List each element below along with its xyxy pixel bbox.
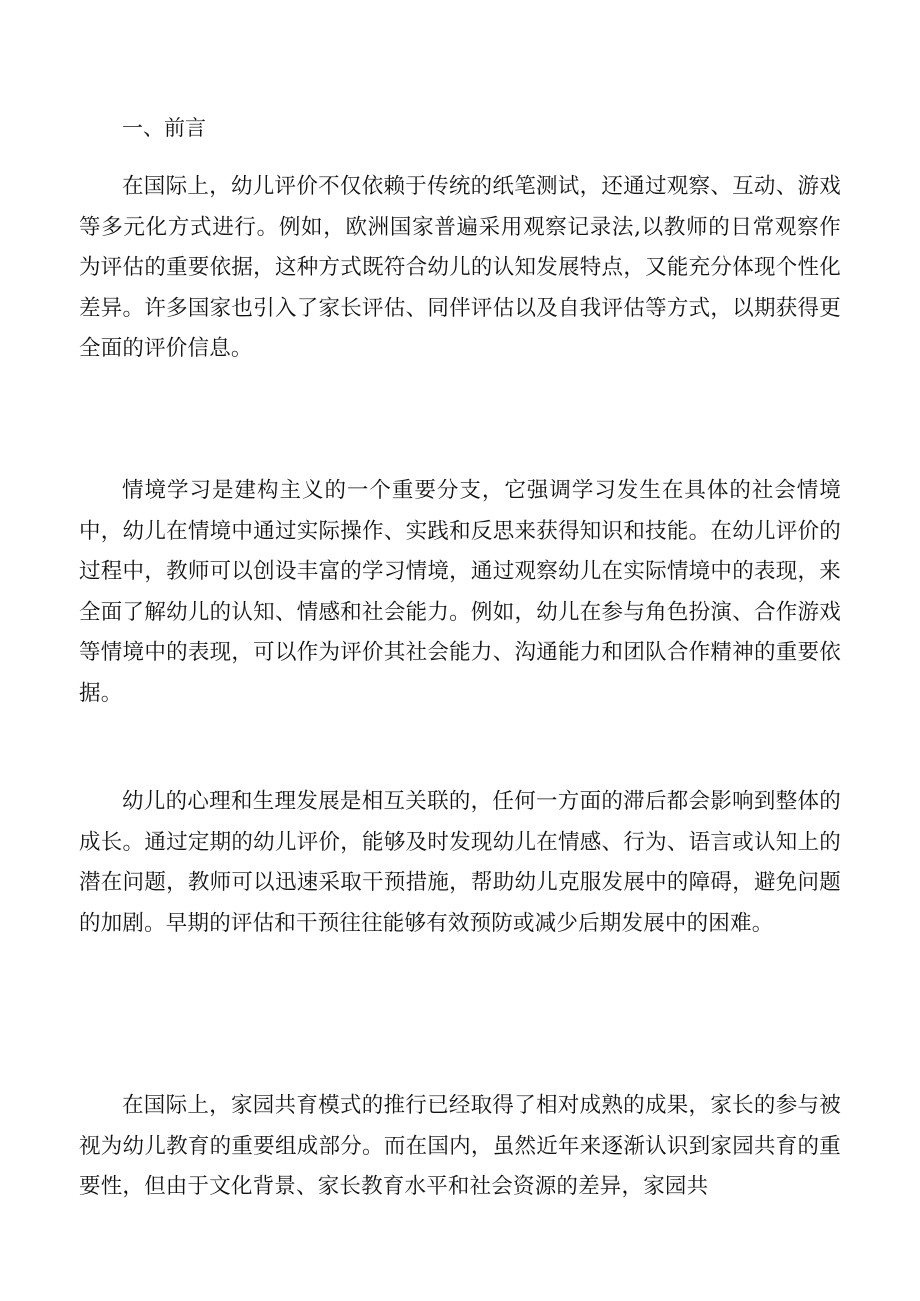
paragraph-situated-learning: 情境学习是建构主义的一个重要分支，它强调学习发生在具体的社会情境中，幼儿在情境中通过实际操作、实践和反思来获得知识和技能。在幼儿评价的过程中，教师可以创设丰富的学习情境，通过观察幼儿在实际情境中的表现，来全面了解幼儿的认知、情感和社会能力。例如，幼儿在参与角色扮演、合作游戏等情境中的表现，可以作为评价其社会能力、沟通能力和团队合作精神的重要依据。: [79, 478, 841, 706]
paragraph-home-school: 在国际上，家园共育模式的推行已经取得了相对成熟的成果，家长的参与被视为幼儿教育的重要组成部分。而在国内，虽然近年来逐渐认识到家园共育的重要性，但由于文化背景、家长教育水平和社会资源的差异，家园共: [79, 1093, 841, 1199]
paragraph-development: 幼儿的心理和生理发展是相互关联的，任何一方面的滞后都会影响到整体的成长。通过定期的幼儿评价，能够及时发现幼儿在情感、行为、语言或认知上的潜在问题，教师可以迅速采取干预措施，帮助幼儿克服发展中的障碍，避免问题的加剧。早期的评估和干预往往能够有效预防或减少后期发展中的困难。: [79, 789, 841, 936]
section-heading: 一、前言: [122, 116, 206, 140]
paragraph-international-evaluation: 在国际上，幼儿评价不仅依赖于传统的纸笔测试，还通过观察、互动、游戏等多元化方式进行。例如，欧洲国家普遍采用观察记录法,以教师的日常观察作为评估的重要依据，这种方式既符合幼儿的认知发展特点，又能充分体现个性化差异。许多国家也引入了家长评估、同伴评估以及自我评估等方式，以期获得更全面的评价信息。: [79, 174, 841, 361]
